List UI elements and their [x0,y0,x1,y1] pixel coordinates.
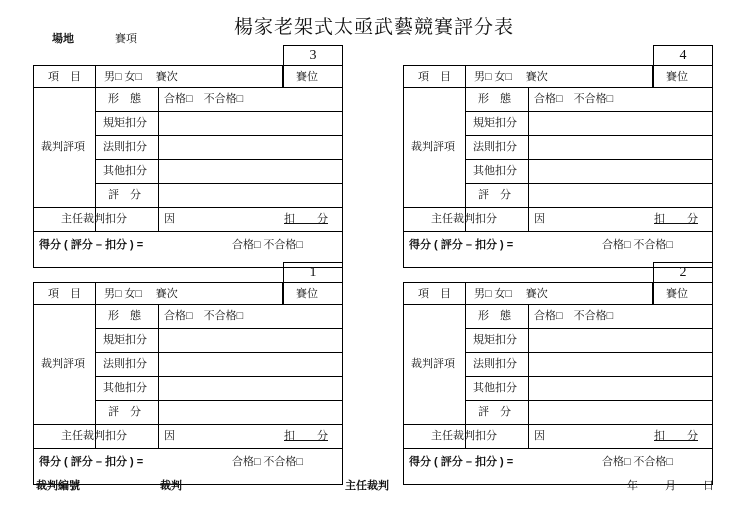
other-deduction-label: 其他扣分 [473,165,517,177]
final-pass-fail[interactable]: 合格□ 不合格□ [602,456,674,468]
reason-label: 因 [534,213,545,225]
score-label: 評 分 [108,406,141,418]
gender-session-label: 男□ 女□ 賽次 [474,288,548,300]
chief-deduction-label: 主任裁判扣分 [431,430,497,442]
law-deduction-label: 法則扣分 [103,141,147,153]
score-grid [403,282,713,485]
law-deduction-label: 法則扣分 [103,358,147,370]
judge-number-label: 裁判編號 [36,480,80,492]
deduct-label: 扣 分 [284,213,328,225]
chief-deduction-label: 主任裁判扣分 [61,213,127,225]
form-label: 形 態 [478,310,511,322]
position-label: 賽位 [296,288,318,300]
judge-items-label: 裁判評項 [411,141,455,153]
final-score-label: 得分 ( 評分 – 扣分 ) = [39,239,144,251]
other-deduction-label: 其他扣分 [103,165,147,177]
venue-label: 場地 [52,33,74,45]
position-label: 賽位 [666,71,688,83]
judge-items-label: 裁判評項 [41,358,85,370]
position-label: 賽位 [296,71,318,83]
rule-deduction-label: 規矩扣分 [103,334,147,346]
rule-deduction-label: 規矩扣分 [103,117,147,129]
chief-judge-label: 主任裁判 [345,480,389,492]
gender-session-label: 男□ 女□ 賽次 [104,71,178,83]
position-number: 4 [679,48,687,63]
score-grid [33,65,343,268]
rule-deduction-label: 規矩扣分 [473,334,517,346]
chief-deduction-label: 主任裁判扣分 [61,430,127,442]
deduct-label: 扣 分 [654,430,698,442]
final-score-label: 得分 ( 評分 – 扣分 ) = [39,456,144,468]
score-label: 評 分 [478,406,511,418]
gender-session-label: 男□ 女□ 賽次 [104,288,178,300]
final-pass-fail[interactable]: 合格□ 不合格□ [602,239,674,251]
gender-session-label: 男□ 女□ 賽次 [474,71,548,83]
position-number: 3 [309,48,317,63]
month-label: 月 [665,480,676,492]
final-score-label: 得分 ( 評分 – 扣分 ) = [409,239,514,251]
final-pass-fail[interactable]: 合格□ 不合格□ [232,239,304,251]
reason-label: 因 [164,213,175,225]
item-label: 項 目 [418,288,451,300]
chief-deduction-label: 主任裁判扣分 [431,213,497,225]
form-label: 形 態 [478,93,511,105]
final-pass-fail[interactable]: 合格□ 不合格□ [232,456,304,468]
deduct-label: 扣 分 [654,213,698,225]
judge-items-label: 裁判評項 [41,141,85,153]
other-deduction-label: 其他扣分 [103,382,147,394]
law-deduction-label: 法則扣分 [473,141,517,153]
position-label: 賽位 [666,288,688,300]
score-card-4 [403,45,713,268]
judge-items-label: 裁判評項 [411,358,455,370]
form-pass-fail[interactable]: 合格□ 不合格□ [164,310,244,322]
rule-deduction-label: 規矩扣分 [473,117,517,129]
form-label: 形 態 [108,310,141,322]
score-grid [33,282,343,485]
event-label: 賽項 [115,33,137,45]
score-grid [403,65,713,268]
law-deduction-label: 法則扣分 [473,358,517,370]
form-pass-fail[interactable]: 合格□ 不合格□ [164,93,244,105]
form-pass-fail[interactable]: 合格□ 不合格□ [534,310,614,322]
item-label: 項 目 [48,71,81,83]
item-label: 項 目 [48,288,81,300]
score-card-3 [33,45,343,268]
item-label: 項 目 [418,71,451,83]
reason-label: 因 [534,430,545,442]
other-deduction-label: 其他扣分 [473,382,517,394]
score-card-1 [33,262,343,485]
judge-label: 裁判 [160,480,182,492]
score-label: 評 分 [108,189,141,201]
reason-label: 因 [164,430,175,442]
score-label: 評 分 [478,189,511,201]
day-label: 日 [703,480,714,492]
year-label: 年 [627,480,638,492]
position-number: 2 [679,265,687,280]
form-pass-fail[interactable]: 合格□ 不合格□ [534,93,614,105]
deduct-label: 扣 分 [284,430,328,442]
score-card-2 [403,262,713,485]
form-label: 形 態 [108,93,141,105]
position-number: 1 [309,265,317,280]
form-title: 楊家老架式太亟武藝競賽評分表 [233,17,514,38]
final-score-label: 得分 ( 評分 – 扣分 ) = [409,456,514,468]
